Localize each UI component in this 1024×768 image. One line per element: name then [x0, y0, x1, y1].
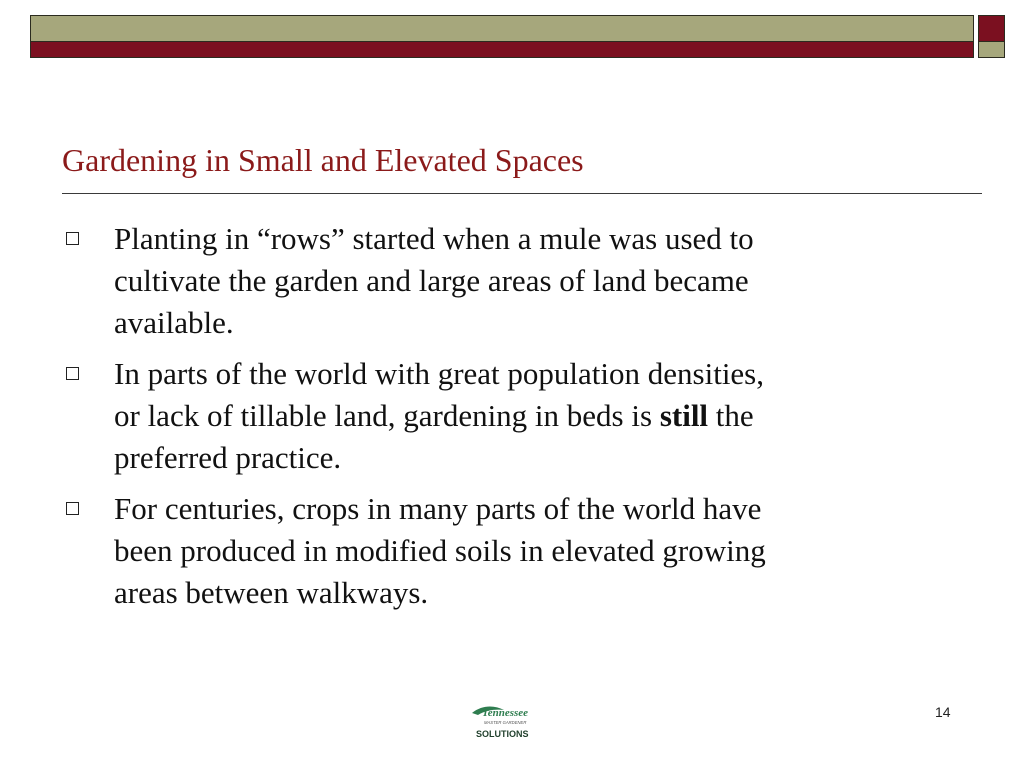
- bullet-line: cultivate the garden and large areas of land became: [114, 263, 749, 298]
- bullet-emphasis: still: [659, 398, 709, 433]
- header-band-maroon: [30, 42, 974, 58]
- bullet-item: [62, 488, 962, 614]
- bullet-line: available.: [114, 305, 234, 340]
- bullet-line: [114, 395, 962, 437]
- bullet-line: Planting in “rows” started when a mule was used to: [114, 221, 754, 256]
- bullet-line: been produced in modified soils in elevated growing: [114, 533, 766, 568]
- logo-line3: SOLUTIONS: [476, 729, 529, 739]
- bullet-text: the: [708, 398, 754, 433]
- tennessee-master-gardener-logo: [468, 703, 538, 743]
- slide-title: Gardening in Small and Elevated Spaces: [62, 142, 584, 178]
- bullet-line: preferred practice.: [114, 440, 342, 475]
- header-band-olive: [30, 15, 974, 42]
- header-corner-maroon: [978, 15, 1005, 42]
- bullet-list: [62, 218, 962, 623]
- logo-line2: MASTER GARDENER: [484, 720, 527, 725]
- hollow-square-bullet-icon: [66, 502, 79, 515]
- bullet-item: [62, 218, 962, 344]
- hollow-square-bullet-icon: [66, 367, 79, 380]
- bullet-line: In parts of the world with great population densities,: [114, 356, 765, 391]
- bullet-line: areas between walkways.: [114, 575, 429, 610]
- hollow-square-bullet-icon: [66, 232, 79, 245]
- bullet-item: [62, 353, 962, 479]
- bullet-text: or lack of tillable land, gardening in beds is: [114, 398, 660, 433]
- header-corner-olive: [978, 42, 1005, 58]
- title-underline: [62, 193, 982, 194]
- logo-line1: Tennessee: [482, 707, 529, 719]
- page-number: 14: [935, 704, 951, 720]
- bullet-line: For centuries, crops in many parts of the world have: [114, 491, 762, 526]
